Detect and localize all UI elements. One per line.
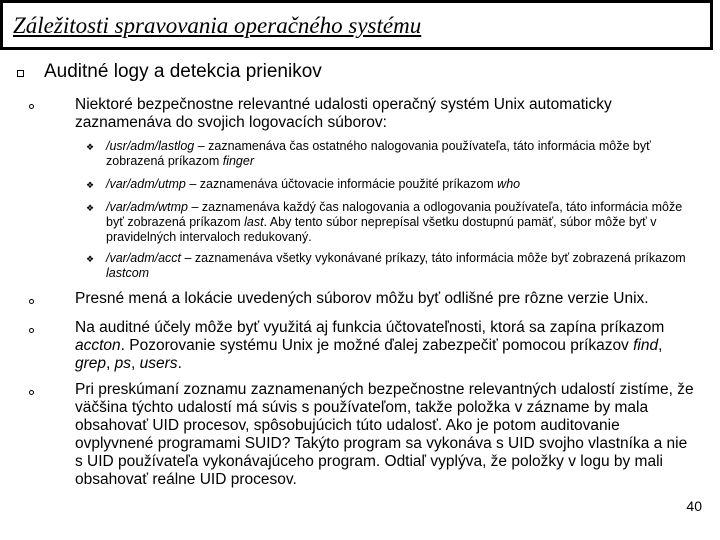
file-path: /var/adm/acct (106, 251, 182, 265)
command-name: finger (222, 154, 255, 168)
diamond-bullet-icon: ❖ (86, 142, 95, 152)
file-entry (106, 251, 701, 281)
command-name: last (244, 215, 264, 229)
command-name: who (497, 177, 521, 191)
square-bullet-icon (17, 70, 24, 77)
file-path: /var/adm/utmp (106, 177, 186, 191)
text-run: , (131, 355, 140, 372)
page-number: 40 (686, 498, 702, 514)
text-run: , (658, 337, 663, 354)
page-title: Záležitosti spravovania operačného systému (13, 13, 422, 38)
file-desc: – zaznamenáva účtovacie informácie použité príkazom (185, 177, 498, 191)
point-text: Presné mená a lokácie uvedených súborov môžu byť odlišné pre rôzne verzie Unix. (75, 290, 649, 307)
section-heading: Auditné logy a detekcia prienikov (44, 61, 322, 82)
file-path: /var/adm/wtmp (106, 200, 188, 214)
circle-bullet-icon (29, 328, 34, 333)
text-run: . (177, 355, 182, 372)
text-run: . Pozorovanie systému Unix je možné ďalej zabezpečiť pomocou príkazov (120, 337, 634, 354)
diamond-bullet-icon: ❖ (86, 203, 95, 213)
command-name: ps (114, 355, 132, 372)
circle-bullet-icon (29, 104, 34, 109)
file-entry (106, 177, 701, 192)
text-run: , (106, 355, 115, 372)
file-entry (106, 139, 701, 169)
file-desc: – zaznamenáva čas ostatného nalogovania používateľa, táto informácia môže byť zobrazená príkazom (106, 139, 651, 168)
command-name: accton (75, 337, 121, 354)
point-text: Pri preskúmaní zoznamu zaznamenaných bezpečnostne relevantných udalostí zistíme, že väčšina týchto udalostí má súvis s používateľom, takže položka v zázname by mala obsahovať UID procesov, spôsobujúcich túto udalosť. Ako je potom auditovanie ovplyvnené programami SUID? Takýto program sa vykonáva s UID svojho vlastníka a nie s UID používateľa vykonávajúceho program. Odtiaľ vyplýva, že položky v logu by mali obsahovať reálne UID procesov. (75, 381, 694, 488)
text-run: Na auditné účely môže byť využitá aj funkcia účtovateľnosti, ktorá sa zapína príkazom (75, 319, 665, 336)
command-name: users (139, 355, 178, 372)
command-name: find (633, 337, 659, 354)
file-desc-after: . Aby tento súbor neprepísal všetku dostupnú pamäť, súbor môže byť v pravidelných intervaloch redukovaný. (106, 215, 657, 244)
diamond-bullet-icon: ❖ (86, 254, 95, 264)
circle-bullet-icon (29, 390, 34, 395)
file-entry (106, 200, 701, 245)
command-name: grep (75, 355, 107, 372)
file-desc: – zaznamenáva všetky vykonávané príkazy, táto informácia môže byť zobrazená príkazom (181, 251, 686, 265)
intro-text: Niektoré bezpečnostne relevantné udalosti operačný systém Unix automaticky zaznamenáva do svojich logovacích súborov: (75, 96, 612, 131)
file-desc: – zaznamenáva každý čas nalogovania a odlogovania používateľa, táto informácia môže byť zobrazená príkazom (106, 200, 683, 229)
file-path: /usr/adm/lastlog (106, 139, 195, 153)
title-frame (0, 0, 713, 50)
diamond-bullet-icon: ❖ (86, 180, 95, 190)
point-text (75, 319, 695, 373)
circle-bullet-icon (29, 299, 34, 304)
command-name: lastcom (106, 266, 150, 280)
